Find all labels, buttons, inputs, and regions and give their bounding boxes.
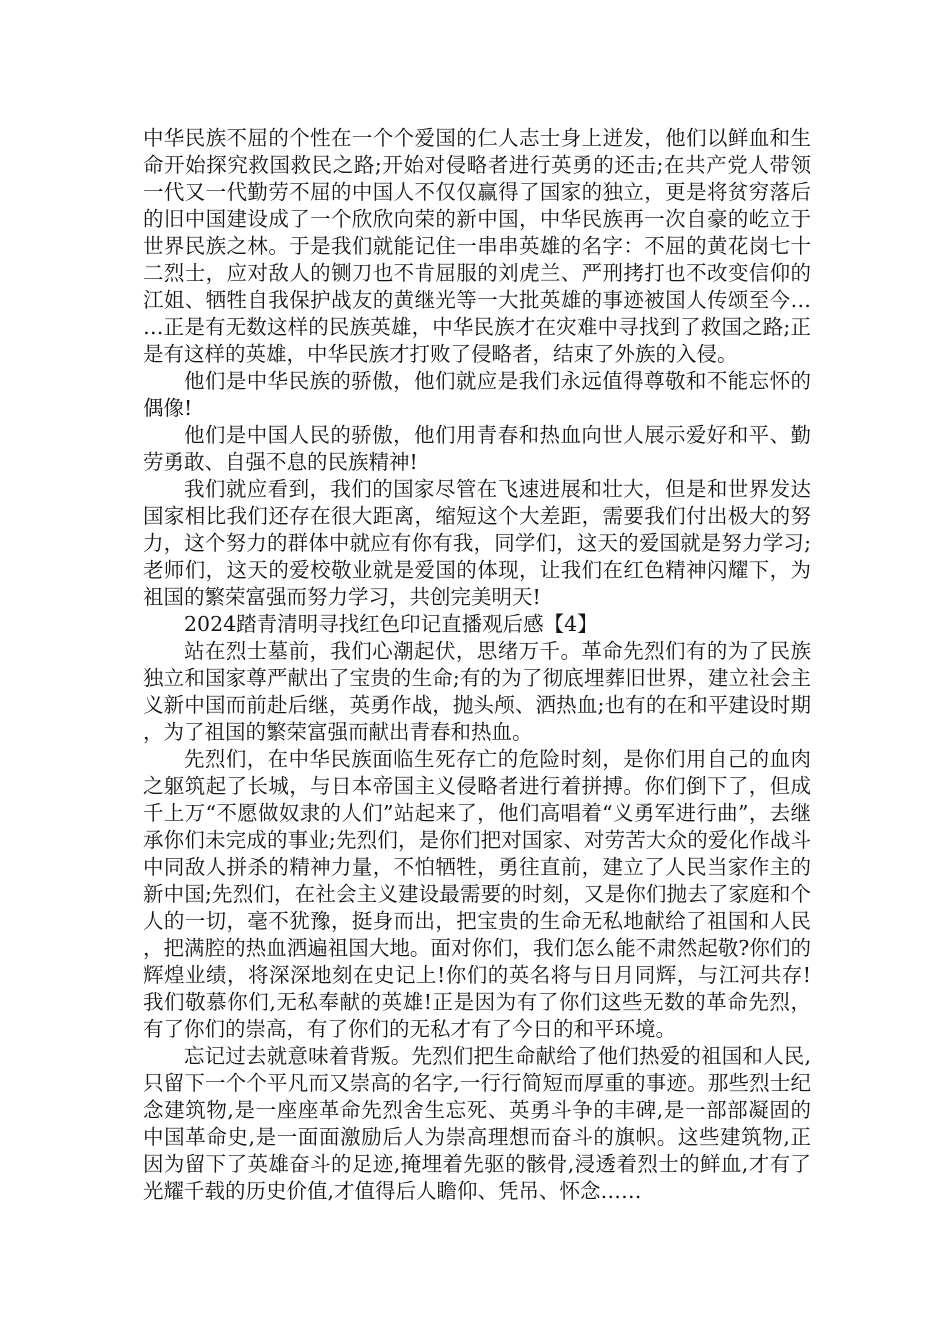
paragraph-1: 中华民族不屈的个性在一个个爱国的仁人志士身上迸发，他们以鲜血和生命开始探究救国救民之路;开始对侵略者进行英勇的还击;在共产党人带领一代又一代勤劳不屈的中国人不仅仅赢得了国家的独立，更是将贫穷落后的旧中国建设成了一个欣欣向荣的新中国，中华民族再一次自豪的屹立于世界民族之林。于是我们就能记住一串串英雄的名字：不屈的黄花岗七十二烈士，应对敌人的铡刀也不肯屈服的刘虎兰、严刑拷打也不改变信仰的江姐、牺牲自我保护战友的黄继光等一大批英雄的事迹被国人传颂至今……正是有无数这样的民族英雄，中华民族才在灾难中寻找到了救国之路;正是有这样的英雄，中华民族才打败了侵略者，结束了外族的入侵。 bbox=[143, 126, 811, 366]
paragraph-6: 先烈们，在中华民族面临生死存亡的危险时刻，是你们用自己的血肉之躯筑起了长城，与日本帝国主义侵略者进行着拼搏。你们倒下了，但成千上万“不愿做奴隶的人们”站起来了，他们高唱着“义勇军进行曲”，去继承你们未完成的事业;先烈们，是你们把对国家、对劳苦大众的爱化作战斗中同敌人拼杀的精神力量，不怕牺牲，勇往直前，建立了人民当家作主的新中国;先烈们，在社会主义建设最需要的时刻，又是你们抛去了家庭和个人的一切，毫不犹豫，挺身而出，把宝贵的生命无私地献给了祖国和人民，把满腔的热血洒遍祖国大地。面对你们，我们怎么能不肃然起敬?你们的辉煌业绩，将深深地刻在史记上!你们的英名将与日月同辉，与江河共存!我们敬慕你们,无私奉献的英雄!正是因为有了你们这些无数的革命先烈，有了你们的崇高，有了你们的无私才有了今日的和平环境。 bbox=[143, 747, 811, 1041]
paragraph-7: 忘记过去就意味着背叛。先烈们把生命献给了他们热爱的祖国和人民,只留下一个个平凡而又崇高的名字,一行行简短而厚重的事迹。那些烈士纪念建筑物,是一座座革命先烈舍生忘死、英勇斗争的丰碑,是一部部凝固的中国革命史,是一面面激励后人为崇高理想而奋斗的旗帜。这些建筑物,正因为留下了英雄奋斗的足迹,掩埋着先驱的骸骨,浸透着烈士的鲜血,才有了光耀千载的历史价值,才值得后人瞻仰、凭吊、怀念…… bbox=[143, 1044, 811, 1203]
document-page bbox=[143, 125, 811, 1205]
paragraph-3: 他们是中国人民的骄傲，他们用青春和热血向世人展示爱好和平、勤劳勇敢、自强不息的民族精神! bbox=[143, 423, 811, 474]
paragraph-2: 他们是中华民族的骄傲，他们就应是我们永远值得尊敬和不能忘怀的偶像! bbox=[143, 369, 811, 420]
section-heading: 2024踏青清明寻找红色印记直播观后感【4】 bbox=[184, 612, 598, 636]
paragraph-4: 我们就应看到，我们的国家尽管在飞速进展和壮大，但是和世界发达国家相比我们还存在很大距离，缩短这个大差距，需要我们付出极大的努力，这个努力的群体中就应有你有我，同学们，这天的爱国就是努力学习;老师们，这天的爱校敬业就是爱国的体现，让我们在红色精神闪耀下，为祖国的繁荣富强而努力学习，共创完美明天! bbox=[143, 477, 811, 609]
paragraph-5: 站在烈士墓前，我们心潮起伏，思绪万千。革命先烈们有的为了民族独立和国家尊严献出了宝贵的生命;有的为了彻底埋葬旧世界，建立社会主义新中国而前赴后继，英勇作战，抛头颅、洒热血;也有的在和平建设时期，为了祖国的繁荣富强而献出青春和热血。 bbox=[143, 639, 811, 744]
